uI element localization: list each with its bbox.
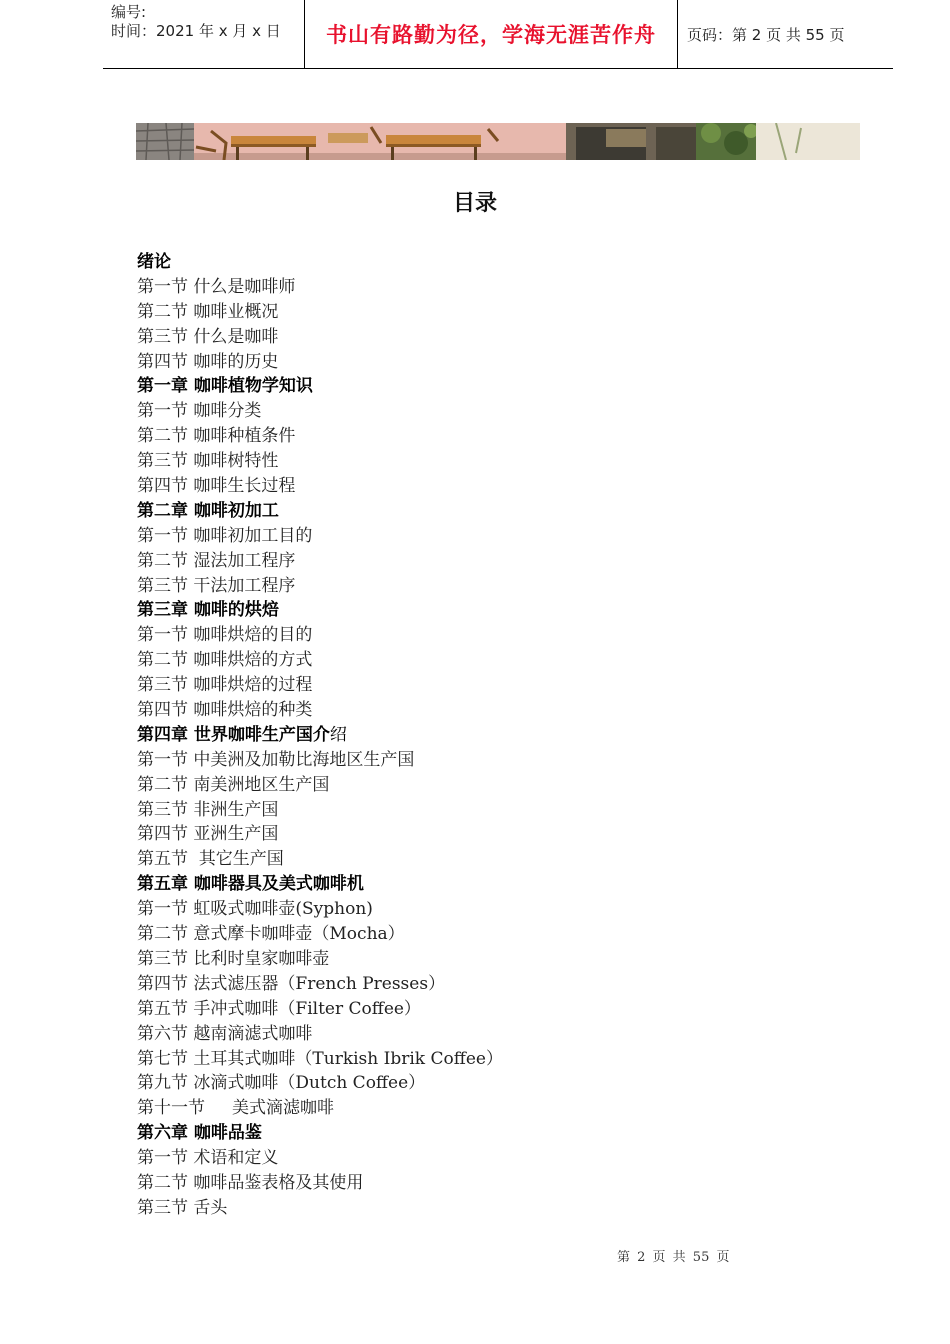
toc-entry-text: 第一节 咖啡分类 bbox=[137, 401, 262, 422]
toc-entry-text: 第三节 舌头 bbox=[137, 1197, 228, 1218]
toc-entry-text: 第二节 咖啡种植条件 bbox=[137, 426, 296, 447]
toc-entry-text: 第一节 咖啡烘焙的目的 bbox=[137, 625, 313, 646]
toc-section-entry bbox=[137, 1196, 503, 1221]
toc-section-entry bbox=[137, 300, 503, 325]
toc-chapter-entry bbox=[137, 250, 503, 275]
toc-section-entry bbox=[137, 275, 503, 300]
table-of-contents bbox=[137, 250, 503, 1221]
toc-entry-text: 绪论 bbox=[137, 252, 171, 272]
toc-entry-tail: 绍 bbox=[329, 724, 347, 745]
toc-entry-text: 第五章 咖啡器具及美式咖啡机 bbox=[137, 874, 364, 895]
toc-section-entry bbox=[137, 474, 503, 499]
toc-section-entry bbox=[137, 698, 503, 723]
toc-chapter-entry bbox=[137, 499, 503, 524]
toc-entry-text: 第二节 意式摩卡咖啡壶（Mocha） bbox=[137, 924, 405, 945]
toc-chapter-entry bbox=[137, 374, 503, 399]
toc-entry-text: 第九节 冰滴式咖啡（Dutch Coffee） bbox=[137, 1073, 426, 1094]
toc-section-entry bbox=[137, 549, 503, 574]
toc-entry-text: 第五节 其它生产国 bbox=[137, 849, 284, 870]
toc-entry-text: 第三节 比利时皇家咖啡壶 bbox=[137, 948, 330, 969]
toc-entry-text: 第一节 中美洲及加勒比海地区生产国 bbox=[137, 749, 415, 770]
toc-section-entry bbox=[137, 922, 503, 947]
page-title: 目录 bbox=[452, 191, 497, 216]
toc-entry-text: 第二节 湿法加工程序 bbox=[137, 550, 296, 571]
toc-section-entry bbox=[137, 1071, 503, 1096]
toc-section-entry bbox=[137, 822, 503, 847]
toc-section-entry bbox=[137, 574, 503, 599]
toc-section-entry bbox=[137, 997, 503, 1022]
toc-entry-text: 第一节 术语和定义 bbox=[137, 1148, 279, 1169]
toc-entry-text: 第二节 咖啡烘焙的方式 bbox=[137, 650, 313, 671]
toc-entry-text: 第一章 咖啡植物学知识 bbox=[137, 376, 313, 397]
toc-entry-text: 第三节 咖啡烘焙的过程 bbox=[137, 675, 313, 696]
toc-chapter-entry bbox=[137, 723, 503, 748]
toc-chapter-entry bbox=[137, 598, 503, 623]
toc-entry-text: 第四节 咖啡的历史 bbox=[137, 351, 279, 372]
toc-entry-text: 第一节 什么是咖啡师 bbox=[137, 276, 296, 297]
header-motto: 书山有路勤为径，学海无涯苦作舟 bbox=[304, 0, 678, 68]
toc-section-entry bbox=[137, 773, 503, 798]
toc-entry-text: 第一节 虹吸式咖啡壶(Syphon) bbox=[137, 899, 373, 920]
toc-section-entry bbox=[137, 1096, 503, 1121]
toc-section-entry bbox=[137, 424, 503, 449]
toc-section-entry bbox=[137, 524, 503, 549]
toc-entry-text: 第四节 咖啡烘焙的种类 bbox=[137, 700, 313, 721]
toc-entry-text: 第四节 亚洲生产国 bbox=[137, 824, 279, 845]
toc-entry-text: 第三节 干法加工程序 bbox=[137, 575, 296, 596]
toc-entry-text: 第二章 咖啡初加工 bbox=[137, 500, 279, 521]
toc-entry-text: 第四节 咖啡生长过程 bbox=[137, 476, 296, 497]
toc-section-entry bbox=[137, 847, 503, 872]
header-page-number: 页码：第 2 页 共 55 页 bbox=[687, 25, 845, 44]
toc-entry-text: 第三章 咖啡的烘焙 bbox=[137, 600, 279, 621]
toc-chapter-entry bbox=[137, 872, 503, 897]
toc-section-entry bbox=[137, 798, 503, 823]
toc-chapter-entry bbox=[137, 1121, 503, 1146]
toc-entry-text: 第一节 咖啡初加工目的 bbox=[137, 525, 313, 546]
toc-section-entry bbox=[137, 1146, 503, 1171]
toc-section-entry bbox=[137, 449, 503, 474]
toc-section-entry bbox=[137, 325, 503, 350]
cafe-banner-image bbox=[136, 123, 860, 160]
toc-entry-text: 第二节 咖啡业概况 bbox=[137, 301, 279, 322]
toc-section-entry bbox=[137, 399, 503, 424]
page-header bbox=[103, 0, 893, 69]
document-number-label: 编号: bbox=[111, 3, 147, 21]
toc-section-entry bbox=[137, 648, 503, 673]
toc-section-entry bbox=[137, 972, 503, 997]
toc-entry-text: 第二节 南美洲地区生产国 bbox=[137, 774, 330, 795]
toc-section-entry bbox=[137, 350, 503, 375]
toc-entry-text: 第三节 什么是咖啡 bbox=[137, 326, 279, 347]
toc-section-entry bbox=[137, 1022, 503, 1047]
toc-section-entry bbox=[137, 897, 503, 922]
toc-entry-text: 第三节 咖啡树特性 bbox=[137, 451, 279, 472]
toc-section-entry bbox=[137, 947, 503, 972]
toc-section-entry bbox=[137, 1047, 503, 1072]
toc-entry-text: 第五节 手冲式咖啡（Filter Coffee） bbox=[137, 998, 421, 1019]
toc-section-entry bbox=[137, 673, 503, 698]
toc-entry-text: 第四节 法式滤压器（French Presses） bbox=[137, 973, 446, 994]
toc-entry-text: 第二节 咖啡品鉴表格及其使用 bbox=[137, 1172, 364, 1193]
document-time-label: 时间：2021 年 x 月 x 日 bbox=[111, 22, 281, 40]
toc-section-entry bbox=[137, 1171, 503, 1196]
page-footer: 第 2 页 共 55 页 bbox=[617, 1250, 730, 1265]
toc-section-entry bbox=[137, 623, 503, 648]
toc-entry-text: 第六章 咖啡品鉴 bbox=[137, 1123, 262, 1144]
toc-section-entry bbox=[137, 748, 503, 773]
toc-entry-text: 第十一节 美式滴滤咖啡 bbox=[137, 1098, 335, 1119]
toc-entry-text: 第六节 越南滴滤式咖啡 bbox=[137, 1023, 313, 1044]
toc-entry-text: 第七节 土耳其式咖啡（Turkish Ibrik Coffee） bbox=[137, 1048, 503, 1069]
toc-entry-text: 第四章 世界咖啡生产国介 bbox=[137, 724, 330, 745]
toc-entry-text: 第三节 非洲生产国 bbox=[137, 799, 279, 820]
header-meta bbox=[103, 0, 304, 68]
